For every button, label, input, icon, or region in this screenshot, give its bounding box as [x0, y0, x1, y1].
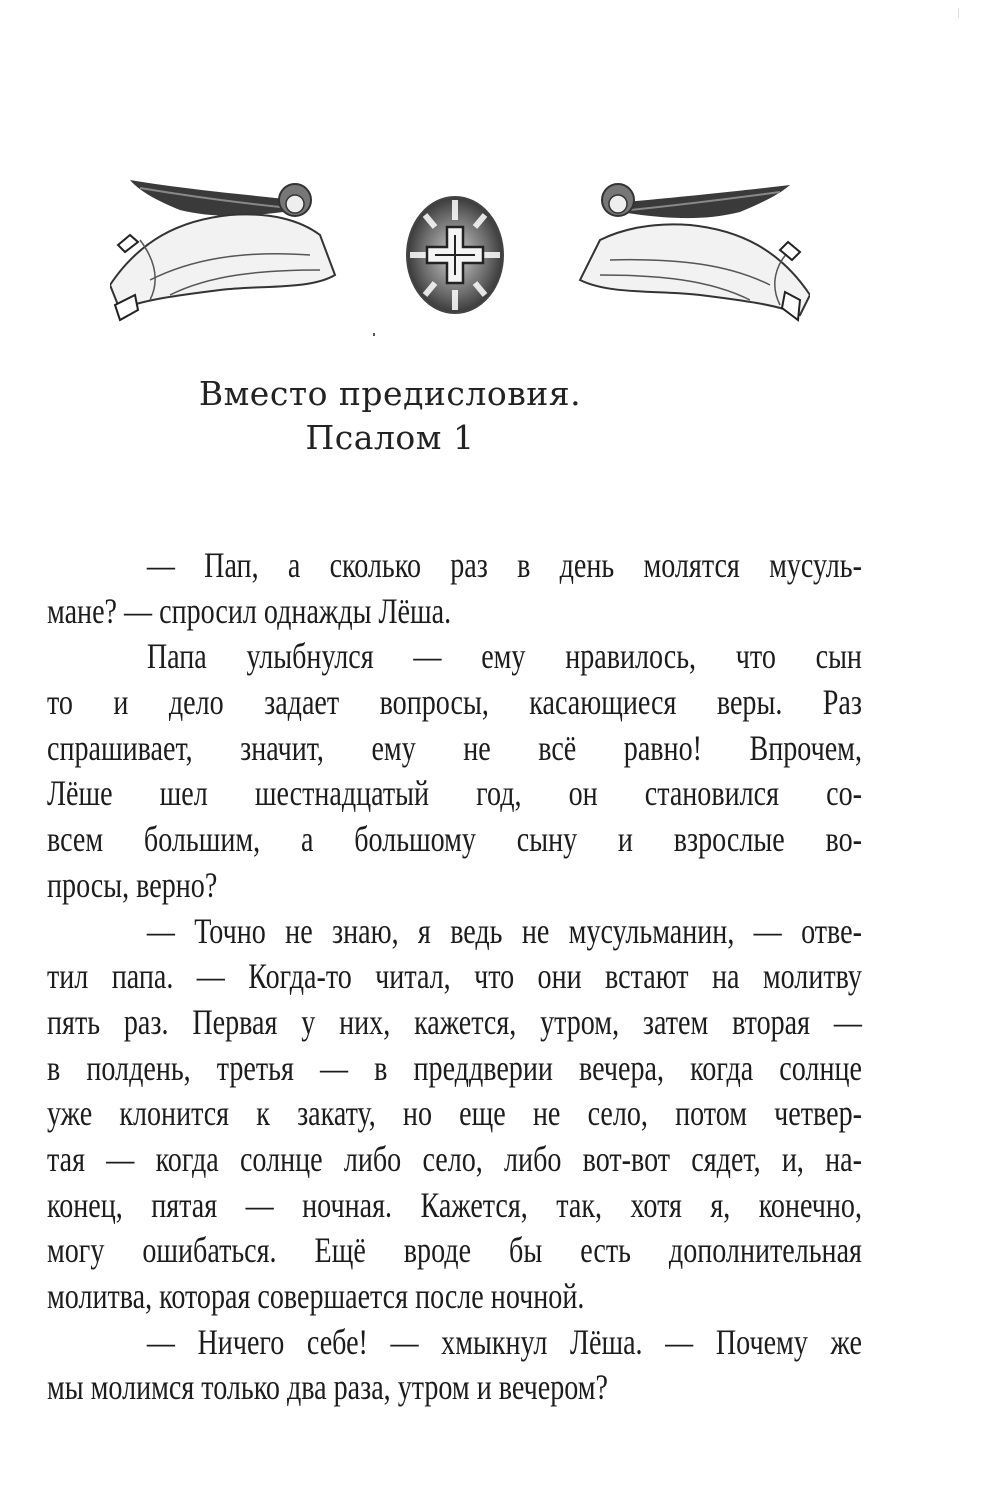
chapter-title-line-2: Псалом 1: [305, 418, 475, 457]
text-line: конец, пятая — ночная. Кажется, так, хотя я, конечно,: [47, 1184, 862, 1225]
text-line: Лёше шел шестнадцатый год, он становился со-: [47, 773, 862, 814]
text-line: — Точно не знаю, я ведь не мусульманин, — отве-: [146, 910, 862, 951]
right-angel-icon: [580, 184, 810, 320]
scan-speck: [373, 333, 375, 336]
text-line: спрашивает, значит, ему не всё равно! Впрочем,: [47, 727, 862, 768]
left-angel-icon: [110, 180, 335, 320]
text-line: мане? — спросил однажды Лёша.: [47, 590, 452, 631]
body-text: [47, 543, 862, 1411]
text-line: мы молимся только два раза, утром и вечером?: [47, 1367, 608, 1408]
text-line: уже клонится к закату, но еще не село, потом четвер-: [47, 1093, 862, 1134]
text-line: тил папа. — Когда-то читал, что они встают на молитву: [47, 956, 862, 997]
text-line: тая — когда солнце либо село, либо вот-вот сядет, и, на-: [47, 1138, 862, 1179]
angels-medallion-ornament: [110, 180, 810, 330]
scan-artifact: [958, 8, 959, 18]
text-line: могу ошибаться. Ещё вроде бы есть дополнительная: [47, 1230, 862, 1271]
text-line: просы, верно?: [47, 864, 218, 905]
cross-medallion-icon: [407, 197, 503, 313]
text-line: — Ничего себе! — хмыкнул Лёша. — Почему же: [146, 1321, 862, 1362]
text-line: — Пап, а сколько раз в день молятся мусуль-: [146, 545, 862, 585]
text-line: Папа улыбнулся — ему нравилось, что сын: [146, 636, 862, 677]
text-line: то и дело задает вопросы, касающиеся веры. Раз: [47, 682, 862, 723]
text-line: всем большим, а большому сыну и взрослые во-: [47, 819, 862, 860]
text-line: пять раз. Первая у них, кажется, утром, затем вторая —: [47, 1001, 862, 1042]
text-line: молитва, которая совершается после ночной.: [47, 1276, 585, 1316]
text-line: в полдень, третья — в преддверии вечера, когда солнце: [47, 1047, 862, 1088]
chapter-title-line-1: Вместо предисловия.: [198, 374, 582, 413]
